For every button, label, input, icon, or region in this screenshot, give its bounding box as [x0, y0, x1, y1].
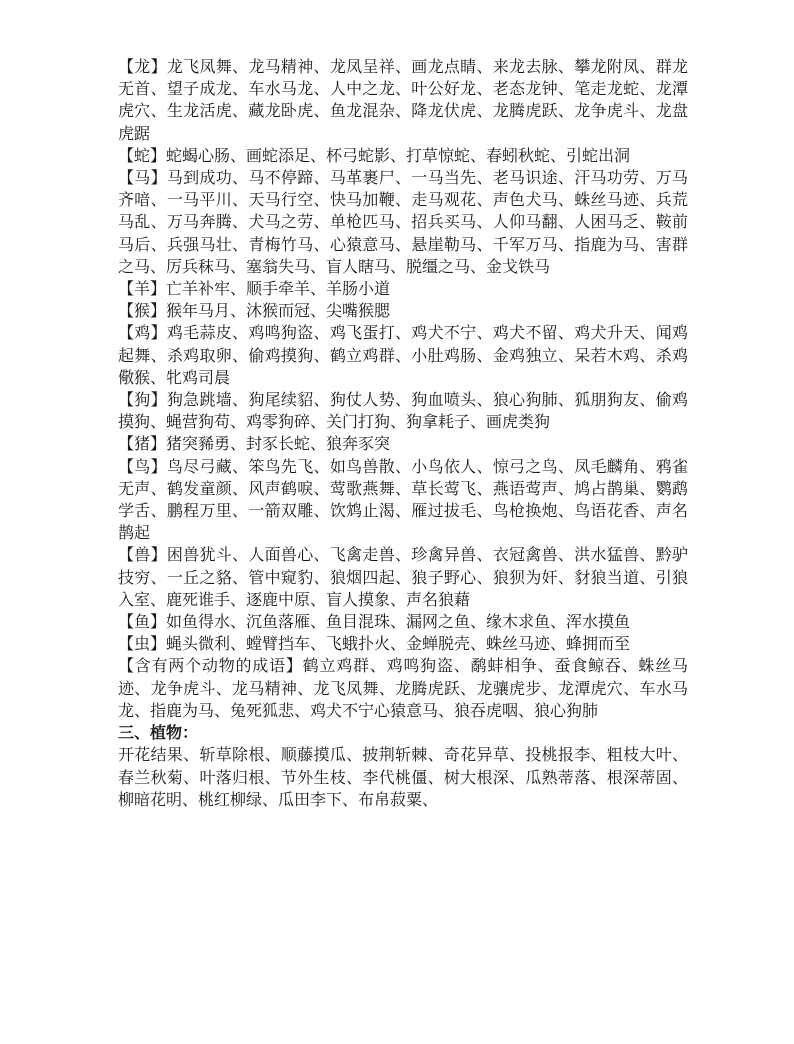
idiom-paragraph-snake: 【蛇】蛇蝎心肠、画蛇添足、杯弓蛇影、打草惊蛇、春蚓秋蛇、引蛇出洞: [118, 145, 631, 165]
idiom-paragraph-dog: 【狗】狗急跳墙、狗尾续貂、狗仗人势、狗血喷头、狼心狗肺、狐朋狗友、偷鸡摸狗、蝇营狗苟、鸡零狗碎、关门打狗、狗拿耗子、画虎类狗: [118, 390, 688, 432]
document-page: [118, 56, 688, 811]
idiom-paragraph-fish: 【鱼】如鱼得水、沉鱼落雁、鱼目混珠、漏网之鱼、缘木求鱼、浑水摸鱼: [118, 612, 631, 632]
idiom-paragraph-dragon: 【龙】龙飞凤舞、龙马精神、龙凤呈祥、画龙点睛、来龙去脉、攀龙附凤、群龙无首、望子成龙、车水马龙、人中之龙、叶公好龙、老态龙钟、笔走龙蛇、龙潭虎穴、生龙活虎、藏龙卧虎、鱼龙混杂、降龙伏虎、龙腾虎跃、龙争虎斗、龙盘虎踞: [118, 57, 688, 143]
idiom-paragraph-chicken: 【鸡】鸡毛蒜皮、鸡鸣狗盗、鸡飞蛋打、鸡犬不宁、鸡犬不留、鸡犬升天、闻鸡起舞、杀鸡取卵、偷鸡摸狗、鹤立鸡群、小肚鸡肠、金鸡独立、呆若木鸡、杀鸡儆猴、牝鸡司晨: [118, 323, 688, 387]
section-heading-plants: 三、植物：: [118, 723, 199, 743]
idiom-paragraph-sheep: 【羊】亡羊补牢、顺手牵羊、羊肠小道: [118, 279, 391, 299]
idiom-paragraph-insect: 【虫】蝇头微利、螳臂挡车、飞蛾扑火、金蝉脱壳、蛛丝马迹、蜂拥而至: [118, 634, 631, 654]
idiom-paragraph-monkey: 【猴】猴年马月、沐猴而冠、尖嘴猴腮: [118, 301, 391, 321]
idiom-paragraph-two-animals: 【含有两个动物的成语】鹤立鸡群、鸡鸣狗盗、鹬蚌相争、蚕食鲸吞、蛛丝马迹、龙争虎斗、龙马精神、龙飞凤舞、龙腾虎跃、龙骧虎步、龙潭虎穴、车水马龙、指鹿为马、兔死狐悲、鸡犬不宁心猿意马、狼吞虎咽、狼心狗肺: [118, 656, 688, 720]
idiom-paragraph-horse: 【马】马到成功、马不停蹄、马革裹尸、一马当先、老马识途、汗马功劳、万马齐喑、一马平川、天马行空、快马加鞭、走马观花、声色犬马、蛛丝马迹、兵荒马乱、万马奔腾、犬马之劳、单枪匹马、招兵买马、人仰马翻、人困马乏、鞍前马后、兵强马壮、青梅竹马、心猿意马、悬崖勒马、千军万马、指鹿为马、害群之马、厉兵秣马、塞翁失马、盲人瞎马、脱缰之马、金戈铁马: [118, 168, 688, 276]
idiom-paragraph-beast: 【兽】困兽犹斗、人面兽心、飞禽走兽、珍禽异兽、衣冠禽兽、洪水猛兽、黔驴技穷、一丘之貉、管中窥豹、狼烟四起、狼子野心、狼狈为奸、豺狼当道、引狼入室、鹿死谁手、逐鹿中原、盲人摸象、声名狼藉: [118, 545, 688, 609]
idiom-paragraph-pig: 【猪】猪突豨勇、封豕长蛇、狼奔豕突: [118, 434, 391, 454]
idiom-paragraph-bird: 【鸟】鸟尽弓藏、笨鸟先飞、如鸟兽散、小鸟依人、惊弓之鸟、凤毛麟角、鸦雀无声、鹤发童颜、风声鹤唳、莺歌燕舞、草长莺飞、燕语莺声、鸠占鹊巢、鹦鹉学舌、鹏程万里、一箭双雕、饮鸩止渴、雁过拔毛、鸟枪换炮、鸟语花香、声名鹊起: [118, 456, 688, 543]
idiom-paragraph-plants: 开花结果、斩草除根、顺藤摸瓜、披荆斩棘、奇花异草、投桃报李、粗枝大叶、春兰秋菊、叶落归根、节外生枝、李代桃僵、树大根深、瓜熟蒂落、根深蒂固、柳暗花明、桃红柳绿、瓜田李下、布帛菽粟、: [118, 745, 688, 809]
